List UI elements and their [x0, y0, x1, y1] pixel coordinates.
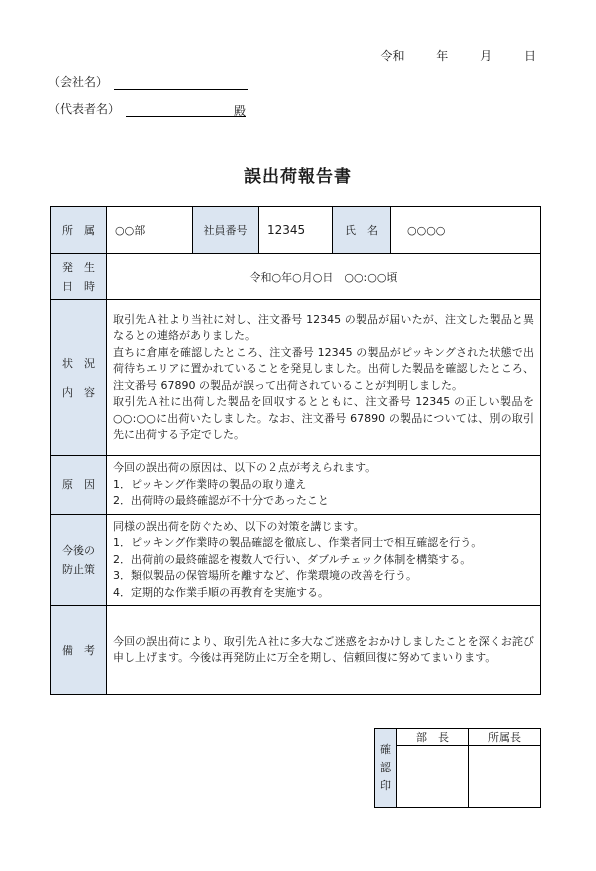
prevention-label-line: 防止策 [62, 562, 95, 576]
prevention-label-line: 今後の [62, 543, 95, 557]
table-row [51, 514, 541, 606]
situation-paragraph: 取引先Ａ社より当社に対し、注文番号 12345 の製品が届いたが、注文した製品と異なるとの連絡がありました。 [113, 312, 534, 342]
cause-line: 今回の誤出荷の原因は、以下の２点が考えられます。 [113, 461, 377, 474]
prevention-line: 同様の誤出荷を防ぐため、以下の対策を講じます。 [113, 519, 365, 533]
situation-label [51, 300, 107, 456]
date-day: 日 [523, 49, 536, 63]
company-label: （会社名） [48, 75, 109, 89]
table-row [51, 254, 541, 300]
date-month: 月 [480, 49, 493, 63]
dept-label: 所 属 [51, 207, 107, 254]
employee-no-value: 12345 [259, 207, 333, 254]
representative-field [48, 100, 246, 117]
prevention-line: 4．定期的な作業手順の再教育を実施する。 [113, 585, 329, 599]
approval-col-supervisor: 所属長 [469, 729, 541, 746]
honorific: 殿 [234, 104, 247, 118]
prevention-content [107, 514, 541, 606]
table-row [51, 300, 541, 456]
manager-stamp-box[interactable] [397, 746, 469, 808]
representative-line [126, 102, 246, 117]
date-line [380, 47, 536, 64]
approval-col-manager: 部 長 [397, 729, 469, 746]
company-field [48, 73, 248, 90]
occurred-label-line: 日 時 [62, 279, 95, 293]
representative-label: （代表者名） [48, 102, 121, 116]
occurred-label [51, 254, 107, 300]
date-year: 年 [436, 49, 449, 63]
approval-stamp-table [374, 728, 541, 808]
employee-no-label: 社員番号 [193, 207, 259, 254]
cause-label: 原 因 [51, 456, 107, 515]
cause-line: 1．ピッキング作業時の製品の取り違え [113, 477, 307, 491]
prevention-line: 3．類似製品の保管場所を離すなど、作業環境の改善を行う。 [113, 569, 417, 582]
document-title: 誤出荷報告書 [244, 167, 352, 187]
occurred-value: 令和○年○月○日 ○○:○○頃 [107, 254, 541, 300]
stamp-label [375, 729, 397, 808]
company-line [114, 75, 248, 90]
prevention-line: 2．出荷前の最終確認を複数人で行い、ダブルチェック体制を構築する。 [113, 552, 472, 566]
situation-label-line: 内 容 [62, 385, 95, 399]
situation-paragraph: 取引先Ａ社に出荷した製品を回収するとともに、注文番号 12345 の正しい製品を○○:○○に出荷いたしました。なお、注文番号 67890 の製品については、別の取引先に出荷する予定でした。 [113, 395, 534, 441]
cause-content [107, 456, 541, 515]
date-era: 令和 [380, 49, 405, 63]
remarks-label: 備 考 [51, 606, 107, 695]
name-value: ○○○○ [391, 207, 541, 254]
prevention-line: 1．ピッキング作業時の製品確認を徹底し、作業者同士で相互確認を行う。 [113, 536, 483, 549]
situation-label-line: 状 況 [62, 356, 95, 370]
dept-value: ○○部 [107, 207, 193, 254]
situation-content [107, 300, 541, 456]
stamp-label-char: 印 [380, 779, 391, 792]
supervisor-stamp-box[interactable] [469, 746, 541, 808]
remarks-content: 今回の誤出荷により、取引先Ａ社に多大なご迷惑をおかけしましたことを深くお詫び申し上げます。今後は再発防止に万全を期し、信頼回復に努めてまいります。 [107, 606, 541, 695]
table-row [51, 456, 541, 515]
prevention-label [51, 514, 107, 606]
table-row [51, 207, 541, 254]
cause-line: 2．出荷時の最終確認が不十分であったこと [113, 494, 329, 507]
situation-paragraph: 直ちに倉庫を確認したところ、注文番号 12345 の製品がピッキングされた状態で出荷待ちエリアに置かれていることを発見しました。出荷した製品を確認したところ、注文番号 67890 の製品が誤って出荷されていることが判明しました。 [113, 345, 534, 392]
report-table [50, 206, 541, 695]
approval-stamp-row [375, 746, 541, 808]
stamp-label-char: 認 [380, 761, 391, 774]
table-row [51, 606, 541, 695]
stamp-label-char: 確 [380, 743, 391, 756]
approval-header-row [375, 729, 541, 746]
occurred-label-line: 発 生 [62, 260, 95, 274]
name-label: 氏 名 [333, 207, 391, 254]
